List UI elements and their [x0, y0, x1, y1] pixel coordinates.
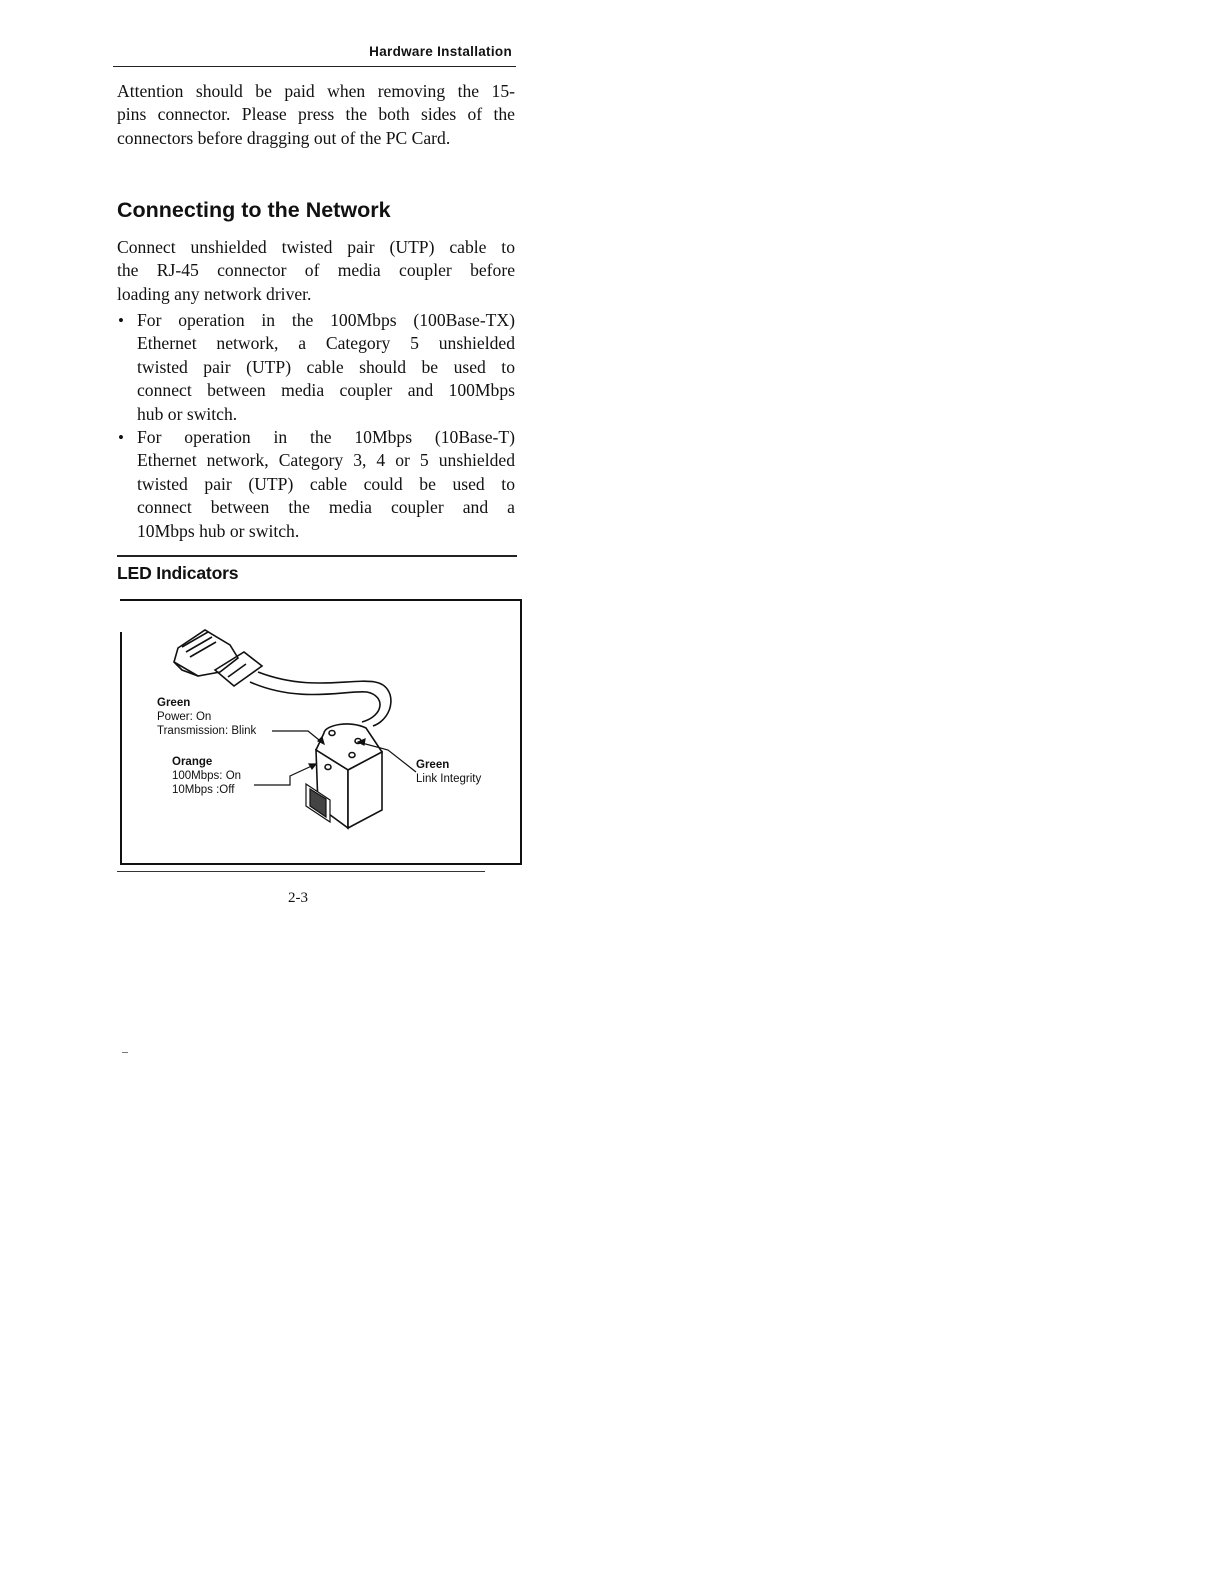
led-green-left-heading: Green	[157, 697, 191, 709]
section-heading-network: Connecting to the Network	[117, 198, 391, 222]
intro-line: pins connector. Please press the both sides of the	[117, 104, 515, 125]
network-line: the RJ-45 connector of media coupler before	[117, 260, 515, 281]
figure-bottom-rule	[117, 871, 485, 872]
bullet-marker: •	[118, 311, 124, 330]
scan-speck	[122, 1052, 128, 1053]
cable-illustration	[250, 672, 391, 726]
intro-line: Attention should be paid when removing the 15-	[117, 81, 515, 101]
speed-100-label: 100Mbps: On	[172, 770, 242, 782]
transmission-led-label: Transmission: Blink	[157, 725, 257, 737]
intro-line: connectors before dragging out of the PC Card.	[117, 127, 451, 148]
bullet-line: For operation in the 10Mbps (10Base-T)	[137, 427, 515, 448]
running-header: Hardware Installation	[369, 44, 512, 59]
list-item	[117, 309, 515, 426]
bullet-line: Ethernet network, Category 3, 4 or 5 unshielded	[137, 450, 515, 471]
led-orange-heading: Orange	[172, 756, 213, 768]
bullet-line: For operation in the 100Mbps (100Base-TX)	[137, 310, 515, 330]
bullet-line: 10Mbps hub or switch.	[137, 520, 300, 541]
page-number: 2-3	[288, 890, 308, 906]
list-item	[117, 426, 515, 543]
link-integrity-label: Link Integrity	[416, 773, 482, 785]
bullet-line: connect between the media coupler and a	[137, 497, 515, 518]
led-indicator-figure	[120, 600, 522, 864]
network-line: Connect unshielded twisted pair (UTP) cable to	[117, 237, 515, 257]
bullet-line: twisted pair (UTP) cable could be used to	[137, 473, 515, 494]
speed-10-label: 10Mbps :Off	[172, 784, 235, 796]
network-line: loading any network driver.	[117, 283, 312, 304]
pc-card-connector-illustration	[174, 630, 262, 686]
bullet-line: connect between media coupler and 100Mbps	[137, 380, 515, 401]
header-rule	[113, 66, 516, 67]
section-heading-led: LED Indicators	[117, 563, 239, 583]
bullet-line: twisted pair (UTP) cable should be used to	[137, 356, 515, 377]
bullet-line: hub or switch.	[137, 403, 238, 424]
section-rule	[117, 555, 517, 557]
bullet-marker: •	[118, 428, 124, 448]
bullet-list	[117, 309, 515, 543]
network-paragraph	[117, 236, 515, 306]
led-green-right-heading: Green	[416, 759, 450, 771]
intro-paragraph	[117, 80, 515, 150]
bullet-line: Ethernet network, a Category 5 unshielded	[137, 333, 515, 354]
power-led-label: Power: On	[157, 711, 212, 723]
